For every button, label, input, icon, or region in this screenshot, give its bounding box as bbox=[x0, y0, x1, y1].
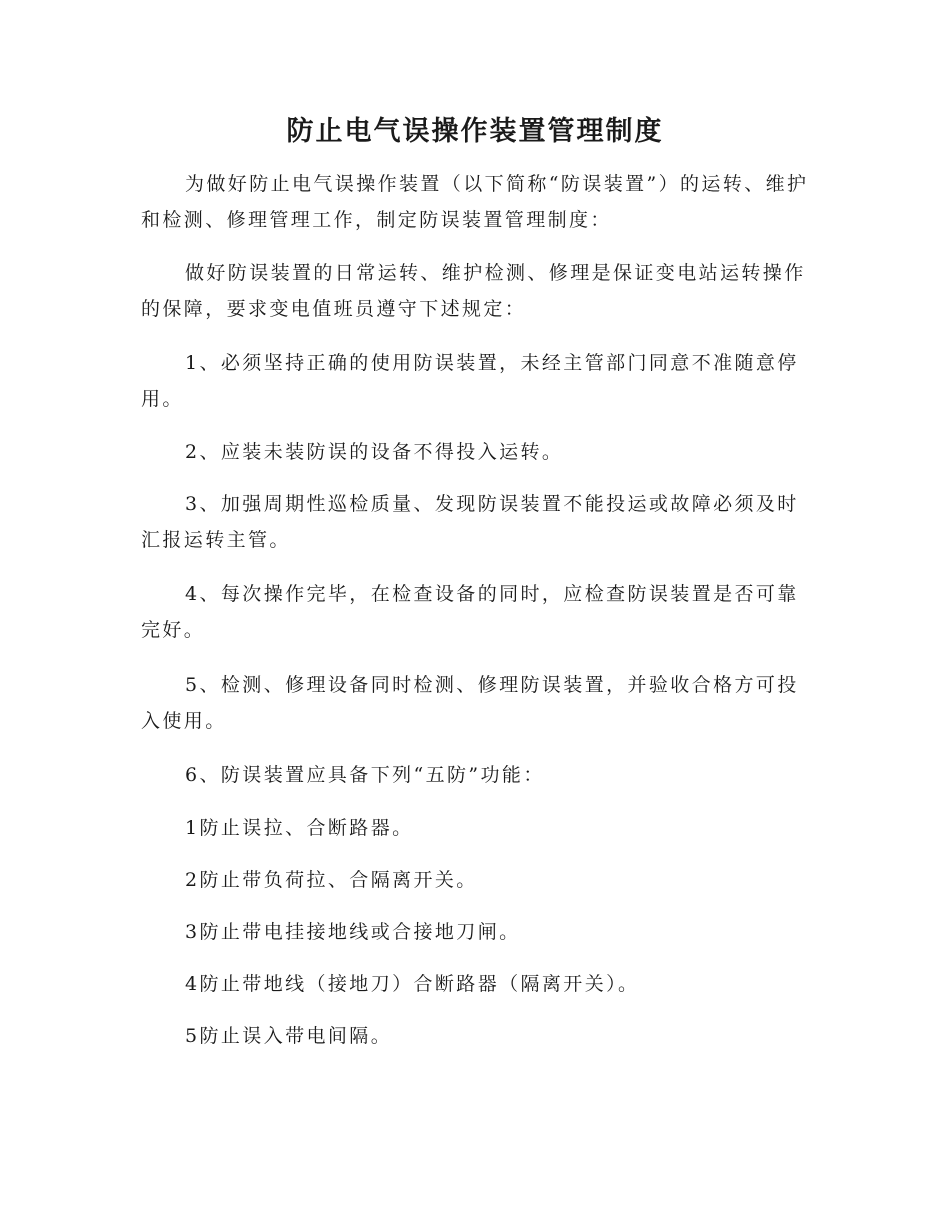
five-prevention-item-1: 1防止误拉、合断路器。 bbox=[185, 817, 414, 839]
rule-item-3: 3、加强周期性巡检质量、发现防误装置不能投运或故障必须及时汇报运转主管。 bbox=[141, 493, 799, 551]
paragraph-intro: 为做好防止电气误操作装置（以下简称“防误装置”）的运转、维护和检测、修理管理工作，制定防误装置管理制度： bbox=[141, 173, 809, 231]
five-prevention-item-5: 5防止误入带电间隔。 bbox=[185, 1025, 393, 1047]
five-prevention-item-2: 2防止带负荷拉、合隔离开关。 bbox=[185, 869, 478, 891]
paragraph-requirements: 做好防误装置的日常运转、维护检测、修理是保证变电站运转操作的保障，要求变电值班员遵守下述规定： bbox=[141, 262, 806, 320]
rule-item-2: 2、应装未装防误的设备不得投入运转。 bbox=[185, 441, 564, 463]
five-prevention-item-3: 3防止带电挂接地线或合接地刀闸。 bbox=[185, 921, 521, 943]
rule-item-1: 1、必须坚持正确的使用防误装置，未经主管部门同意不准随意停用。 bbox=[141, 352, 799, 410]
rule-item-6: 6、防误装置应具备下列“五防”功能： bbox=[185, 764, 545, 786]
document-title: 防止电气误操作装置管理制度 bbox=[286, 116, 664, 147]
five-prevention-item-4: 4防止带地线（接地刀）合断路器（隔离开关）。 bbox=[185, 973, 640, 995]
rule-item-4: 4、每次操作完毕，在检查设备的同时，应检查防误装置是否可靠完好。 bbox=[141, 583, 799, 641]
rule-item-5: 5、检测、修理设备同时检测、修理防误装置，并验收合格方可投入使用。 bbox=[141, 674, 799, 732]
